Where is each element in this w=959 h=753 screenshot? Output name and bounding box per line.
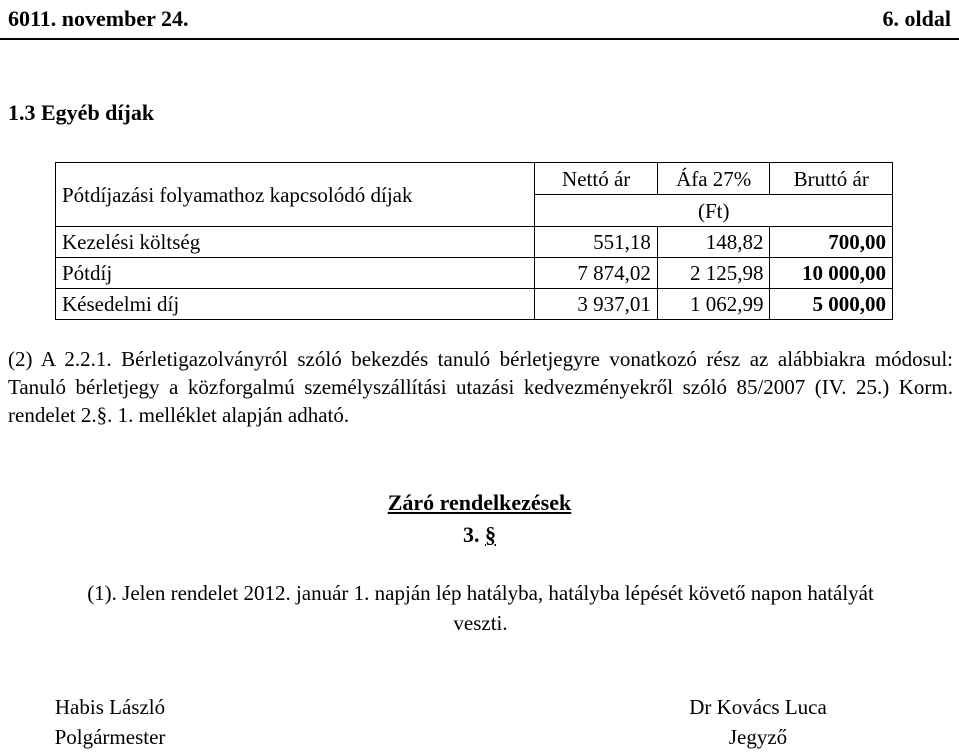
row-afa: 2 125,98 (657, 258, 770, 289)
header-page-number: 6. oldal (882, 6, 951, 31)
col-afa-header: Áfa 27% (657, 163, 770, 195)
row-afa: 148,82 (657, 227, 770, 258)
row-label: Késedelmi díj (56, 289, 535, 320)
row-netto: 551,18 (535, 227, 657, 258)
fees-table (55, 162, 893, 320)
section-title: 1.3 Egyéb díjak (8, 100, 155, 125)
col-netto-header: Nettó ár (535, 163, 657, 195)
signature-right (668, 692, 848, 752)
signatory-name: Dr Kovács Luca (689, 695, 827, 719)
closing-text-line: (1). Jelen rendelet 2012. január 1. napján lép hatályba, hatályba lépését követő napon hatályát (87, 581, 874, 605)
signature-left (30, 692, 190, 752)
section-sign: § (485, 522, 496, 547)
closing-provisions-title: Záró rendelkezések (387, 490, 572, 515)
table-row-header-label: Pótdíjazási folyamathoz kapcsolódó díjak (56, 163, 535, 227)
row-afa: 1 062,99 (657, 289, 770, 320)
table-unit: (Ft) (535, 195, 893, 227)
row-brutto: 700,00 (770, 227, 893, 258)
closing-section-number (0, 522, 959, 548)
closing-text (8, 578, 953, 638)
row-label: Kezelési költség (56, 227, 535, 258)
signatory-title: Polgármester (54, 725, 166, 749)
page-header (0, 0, 959, 40)
row-netto: 7 874,02 (535, 258, 657, 289)
row-netto: 3 937,01 (535, 289, 657, 320)
signatory-title: Jegyző (728, 725, 788, 749)
table-header-row (56, 163, 893, 195)
table-row (56, 289, 893, 320)
section-number: 3. (463, 522, 480, 547)
closing-text-line: veszti. (453, 611, 508, 635)
row-brutto: 10 000,00 (770, 258, 893, 289)
amendment-paragraph: (2) A 2.2.1. Bérletigazolványról szóló bekezdés tanuló bérletjegyre vonatkozó rész az alábbiakra módosul: Tanuló bérletjegy a közforgalmú személyszállítási utazási kedvezményekről szóló 85/2007 (IV. 25.) Korm. rendelet 2.§. 1. melléklet alapján adható. (8, 347, 953, 427)
table-row (56, 227, 893, 258)
row-brutto: 5 000,00 (770, 289, 893, 320)
row-label: Pótdíj (56, 258, 535, 289)
signatory-name: Habis László (54, 695, 166, 719)
table-row (56, 258, 893, 289)
col-brutto-header: Bruttó ár (770, 163, 893, 195)
header-date: 6011. november 24. (8, 6, 189, 31)
